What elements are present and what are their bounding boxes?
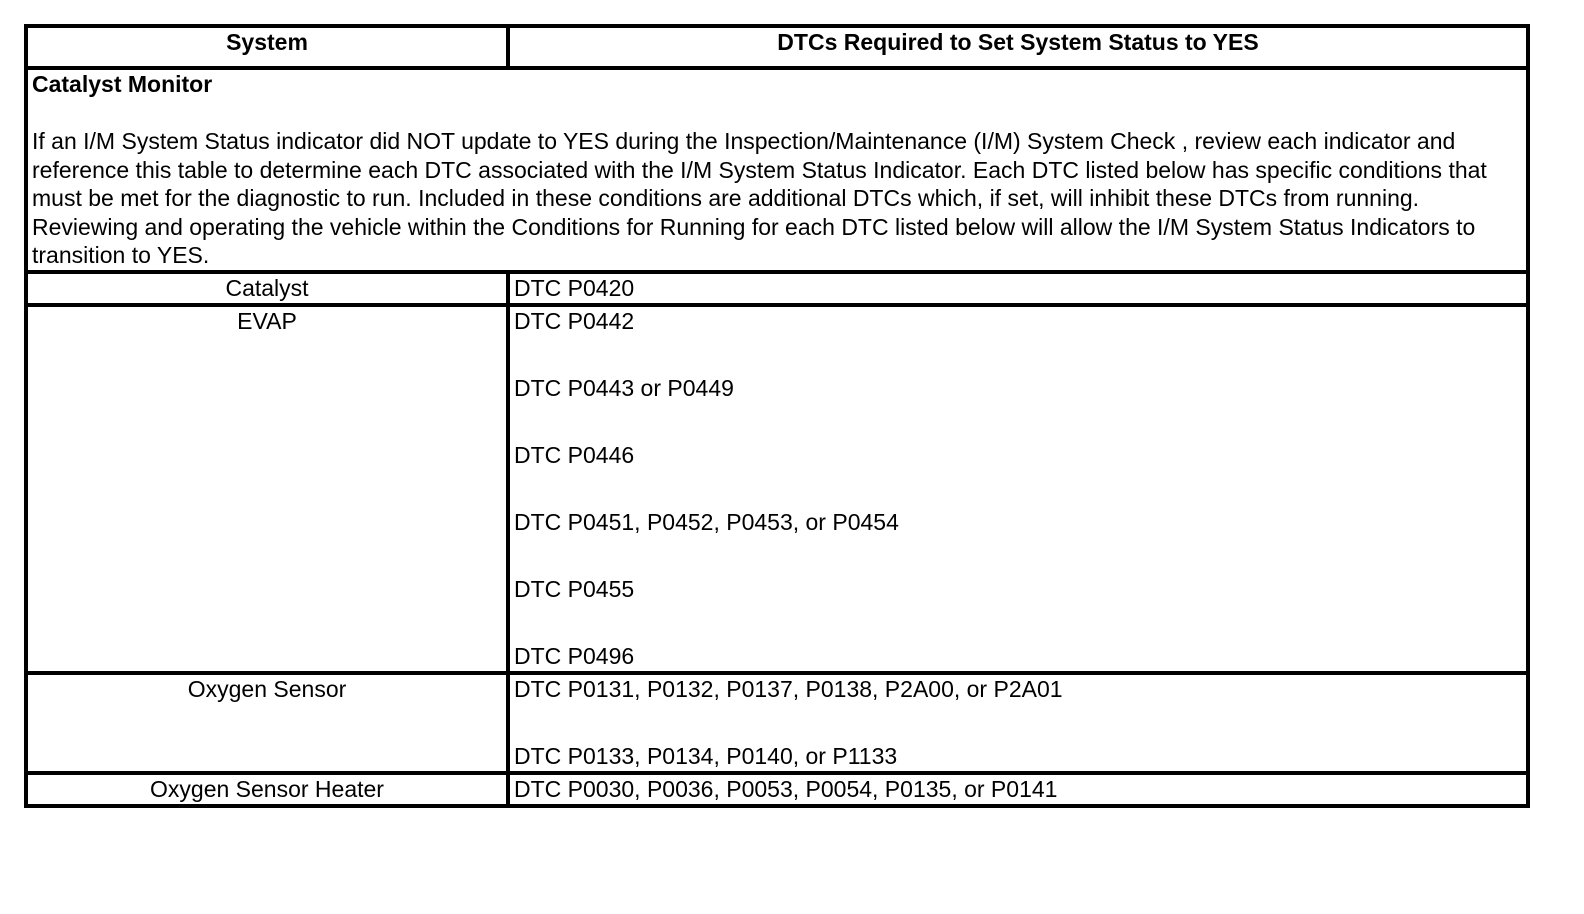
dtc-code: DTC P0442 <box>514 307 635 334</box>
dtc-code: DTC P0496 <box>514 642 635 669</box>
header-dtcs: DTCs Required to Set System Status to YES <box>508 26 1528 68</box>
dtc-list <box>508 272 1528 305</box>
table-row <box>26 673 1528 773</box>
dtc-list <box>508 773 1528 806</box>
dtc-code: DTC P0030, P0036, P0053, P0054, P0135, or P0141 <box>514 775 1058 802</box>
dtc-code: DTC P0455 <box>514 575 635 602</box>
dtc-code: DTC P0446 <box>514 441 635 468</box>
system-name: EVAP <box>26 305 508 673</box>
header-row <box>26 26 1528 68</box>
dtc-code: DTC P0451, P0452, P0453, or P0454 <box>514 508 899 535</box>
system-name: Catalyst <box>26 272 508 305</box>
dtc-list <box>508 673 1528 773</box>
dtc-code: DTC P0443 or P0449 <box>514 374 734 401</box>
table-row <box>26 272 1528 305</box>
system-name: Oxygen Sensor Heater <box>26 773 508 806</box>
monitor-title: Catalyst Monitor <box>32 71 213 97</box>
dtc-code: DTC P0133, P0134, P0140, or P1133 <box>514 742 898 769</box>
monitor-cell <box>26 68 1528 272</box>
monitor-description: If an I/M System Status indicator did NOT update to YES during the Inspection/Maintenance (I/M) System Check , review each indicator and reference this table to determine each DTC associated with the I/M System Status Indicator. Each DTC listed below has specific conditions that must be met for the diagnostic to run. Included in these conditions are additional DTCs which, if set, will inhibit these DTCs from running. Reviewing and operating the vehicle within the Conditions for Running for each DTC listed below will allow the I/M System Status Indicators to transition to YES. <box>32 128 1487 268</box>
system-name: Oxygen Sensor <box>26 673 508 773</box>
table-row <box>26 305 1528 673</box>
dtc-code: DTC P0420 <box>514 274 635 301</box>
monitor-row <box>26 68 1528 272</box>
table-row <box>26 773 1528 806</box>
dtc-code: DTC P0131, P0132, P0137, P0138, P2A00, or P2A01 <box>514 675 1063 702</box>
header-system: System <box>26 26 508 68</box>
dtc-table <box>24 24 1530 808</box>
dtc-list <box>508 305 1528 673</box>
